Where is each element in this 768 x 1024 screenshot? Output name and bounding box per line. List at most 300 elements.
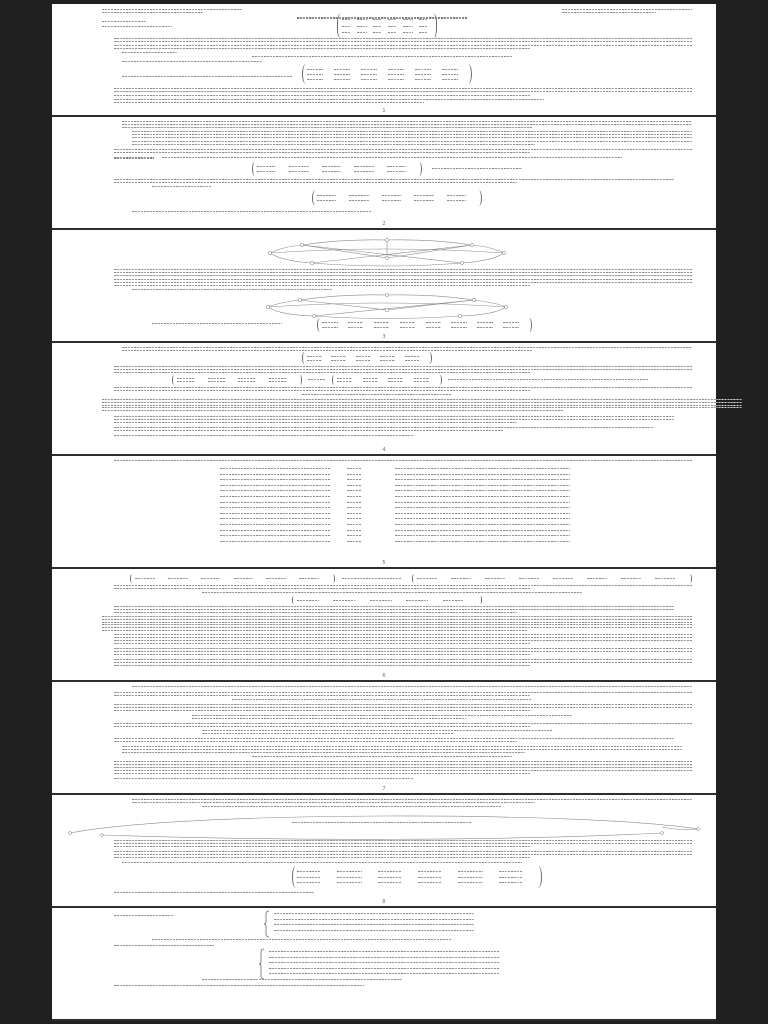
matrix-entry (257, 166, 276, 167)
text-line (202, 733, 454, 734)
page-number: 1 (382, 108, 386, 114)
matrix-entry (418, 877, 442, 878)
matrix-entry (519, 578, 539, 579)
text-line (114, 654, 530, 655)
matrix-entry (349, 200, 368, 201)
text-line (102, 410, 563, 411)
graph-node (460, 261, 463, 264)
text-line (114, 704, 692, 705)
text-line (220, 479, 330, 480)
page-number: 4 (382, 447, 386, 453)
graph-edge (268, 307, 314, 316)
text-line (114, 275, 692, 276)
document-page[interactable] (52, 569, 716, 680)
text-line (269, 962, 499, 963)
text-line (114, 892, 314, 893)
text-line (114, 854, 692, 855)
text-line (122, 752, 525, 753)
text-line (220, 507, 330, 508)
matrix-entry (415, 74, 431, 75)
text-line (114, 843, 692, 844)
text-line (152, 323, 282, 324)
text-line (132, 131, 692, 132)
matrix-entry (387, 166, 406, 167)
matrix-entry (388, 69, 404, 70)
matrix-entry (208, 381, 226, 382)
matrix (317, 318, 532, 332)
text-line (114, 692, 692, 693)
matrix-entry (403, 32, 412, 33)
matrix-entry (400, 322, 416, 323)
text-line (114, 149, 692, 150)
matrix-entry (485, 578, 505, 579)
page-number: 5 (382, 560, 386, 566)
document-page[interactable] (52, 343, 716, 454)
text-line (274, 930, 474, 931)
text-line (114, 846, 530, 847)
matrix-entry (373, 19, 382, 20)
matrix-entry (257, 171, 276, 172)
matrix-entry (447, 200, 466, 201)
text-line (114, 102, 424, 103)
brace-path (259, 949, 264, 979)
document-viewer[interactable] (52, 4, 716, 1021)
graph-node (502, 251, 505, 254)
text-line (114, 88, 692, 89)
matrix-entry (337, 381, 352, 382)
matrix-entry (307, 356, 322, 357)
matrix-entry (587, 578, 607, 579)
text-line (114, 45, 692, 46)
graph-node (101, 834, 104, 837)
matrix-entry (451, 327, 467, 328)
matrix-entry (388, 378, 403, 379)
matrix (172, 375, 302, 385)
text-line (448, 379, 648, 380)
matrix-entry (419, 19, 428, 20)
graph-edge (268, 303, 506, 307)
text-line (395, 502, 570, 503)
graph-edge (312, 245, 472, 263)
matrix-entry (348, 327, 364, 328)
matrix-entry (356, 356, 371, 357)
matrix-entry (405, 356, 420, 357)
document-page[interactable] (52, 4, 716, 115)
text-line (122, 862, 522, 863)
text-line (102, 622, 692, 623)
matrix (302, 64, 472, 84)
matrix-entry (234, 578, 254, 579)
text-line (220, 496, 330, 497)
text-line (114, 767, 692, 768)
graph-node (312, 314, 315, 317)
text-line (122, 749, 682, 750)
matrix (312, 190, 482, 206)
document-page[interactable] (52, 682, 716, 793)
matrix (252, 162, 422, 176)
document-page[interactable] (52, 230, 716, 341)
text-line (395, 535, 570, 536)
matrix-entry (269, 378, 287, 379)
text-line (192, 715, 572, 716)
matrix-entry (356, 360, 371, 361)
text-line (274, 924, 474, 925)
matrix-entry (331, 360, 346, 361)
text-line (114, 857, 530, 858)
text-line (114, 427, 654, 428)
document-page[interactable] (52, 117, 716, 228)
graph-node (298, 298, 301, 301)
matrix-entry (553, 578, 573, 579)
matrix-entry (414, 200, 433, 201)
text-line (114, 665, 530, 666)
text-line (395, 479, 570, 480)
matrix-entry (414, 195, 433, 196)
text-line (132, 211, 372, 212)
text-line (122, 121, 692, 122)
text-line (114, 648, 692, 649)
matrix-entry (451, 322, 467, 323)
text-line (114, 41, 692, 42)
text-line (114, 372, 530, 373)
text-line (269, 968, 499, 969)
matrix-entry (417, 578, 437, 579)
document-page[interactable] (52, 795, 716, 906)
text-line (302, 394, 452, 395)
matrix-entry (297, 871, 321, 872)
text-line (347, 535, 361, 536)
graph-edge (312, 263, 462, 266)
text-line (114, 662, 692, 663)
text-line (342, 578, 402, 579)
graph-nodes (266, 293, 507, 317)
matrix-entry (337, 877, 361, 878)
matrix-entry (357, 32, 366, 33)
text-line (114, 282, 692, 283)
matrix-entry (266, 578, 286, 579)
text-line (220, 502, 330, 503)
matrix-entry (349, 195, 368, 196)
graph-edge (462, 253, 504, 263)
text-line (114, 588, 530, 589)
text-line (162, 157, 622, 158)
graph-node (268, 251, 271, 254)
matrix-entry (307, 69, 323, 70)
matrix-entry (269, 381, 287, 382)
matrix-entry (307, 74, 323, 75)
matrix-entry (342, 32, 351, 33)
matrix-entry (415, 79, 431, 80)
matrix-entry (337, 378, 352, 379)
matrix-entry (499, 871, 523, 872)
text-line (220, 468, 330, 469)
text-line (114, 99, 544, 100)
text-line (114, 285, 530, 286)
matrix-entry (414, 378, 429, 379)
text-line (432, 168, 522, 169)
page-number: 7 (382, 786, 386, 792)
matrix-entry (380, 356, 395, 357)
text-line (122, 52, 177, 53)
graph-edge (300, 295, 387, 300)
graph-edge (302, 245, 462, 263)
text-line (114, 637, 692, 638)
matrix-entry (334, 79, 350, 80)
matrix-entry (363, 381, 378, 382)
text-line (114, 609, 674, 610)
text-line (114, 764, 692, 765)
matrix-entry (403, 19, 412, 20)
matrix-entry (297, 877, 321, 878)
matrix-entry (201, 578, 221, 579)
text-line (132, 137, 692, 138)
matrix-entry (419, 26, 428, 27)
text-line (114, 651, 692, 652)
graph-node (69, 832, 72, 835)
matrix-entry (342, 19, 351, 20)
text-line (114, 435, 414, 436)
graph-node (385, 238, 388, 241)
graph-node (697, 828, 700, 831)
text-line (114, 272, 692, 273)
matrix-entry (177, 381, 195, 382)
graph-edge (302, 240, 387, 245)
text-line (102, 405, 742, 406)
text-line (347, 541, 361, 542)
matrix-entry (348, 322, 364, 323)
matrix-entry (621, 578, 641, 579)
matrix-entry (331, 356, 346, 357)
matrix-entry (442, 79, 458, 80)
matrix-entry (299, 578, 319, 579)
graph-edge (314, 300, 474, 316)
text-line (192, 718, 466, 719)
text-line (395, 468, 570, 469)
matrix-entry (403, 26, 412, 27)
text-line (122, 347, 692, 348)
text-line (220, 490, 330, 491)
matrix-entry (458, 877, 482, 878)
text-line (347, 485, 361, 486)
text-line (102, 630, 527, 631)
text-line (202, 979, 402, 980)
matrix (130, 574, 335, 583)
graph-node (661, 832, 664, 835)
matrix-entry (458, 871, 482, 872)
text-line (114, 430, 503, 431)
graph-node (300, 243, 303, 246)
text-line (114, 770, 692, 771)
text-line (152, 939, 452, 940)
matrix-entry (503, 322, 519, 323)
page-number: 8 (382, 899, 386, 905)
matrix-entry (297, 600, 319, 601)
document-page[interactable] (52, 908, 716, 1019)
matrix-entry (354, 171, 373, 172)
text-line (347, 530, 361, 531)
text-line (269, 951, 499, 952)
text-line (252, 56, 512, 57)
text-line (395, 474, 570, 475)
text-line (395, 541, 570, 542)
text-line (114, 422, 517, 423)
page-number: 3 (382, 334, 386, 340)
text-line (347, 490, 361, 491)
matrix-entry (333, 600, 355, 601)
graph-node (385, 308, 388, 311)
matrix-entry (426, 322, 442, 323)
text-line (114, 279, 692, 280)
graph-node (472, 298, 475, 301)
matrix-entry (382, 200, 401, 201)
matrix-entry (361, 74, 377, 75)
matrix (292, 866, 542, 888)
matrix-entry (307, 360, 322, 361)
matrix-entry (418, 882, 442, 883)
matrix-entry (370, 600, 392, 601)
text-line (114, 91, 692, 92)
document-page[interactable] (52, 456, 716, 567)
text-line (395, 485, 570, 486)
text-line (395, 507, 570, 508)
matrix-entry (363, 378, 378, 379)
graph-edge (70, 816, 698, 833)
text-line (202, 730, 552, 731)
matrix-entry (361, 69, 377, 70)
text-line (562, 9, 692, 10)
text-line (122, 61, 262, 62)
page-number: 2 (382, 221, 386, 227)
text-line (269, 957, 499, 958)
text-line (395, 524, 570, 525)
text-line (395, 490, 570, 491)
text-line (114, 710, 530, 711)
text-line (152, 186, 212, 187)
text-line (114, 612, 517, 613)
text-line (114, 773, 530, 774)
text-line (102, 402, 742, 403)
matrix-entry (334, 69, 350, 70)
matrix-entry (322, 322, 338, 323)
text-line (102, 407, 742, 408)
matrix-entry (357, 26, 366, 27)
graph-node (266, 305, 269, 308)
graph-edge (270, 253, 312, 263)
matrix-entry (322, 171, 341, 172)
text-line (102, 12, 203, 13)
text-line (220, 524, 330, 525)
text-line (114, 390, 530, 391)
text-line (395, 513, 570, 514)
matrix-entry (458, 882, 482, 883)
matrix-entry (317, 200, 336, 201)
matrix (332, 375, 442, 385)
text-line (220, 541, 330, 542)
matrix-entry (373, 32, 382, 33)
text-line (220, 518, 330, 519)
text-line (347, 524, 361, 525)
text-line (347, 507, 361, 508)
text-line (347, 513, 361, 514)
text-line (114, 640, 692, 641)
matrix-entry (503, 327, 519, 328)
text-line (114, 761, 692, 762)
matrix-entry (442, 69, 458, 70)
text-line (114, 738, 674, 739)
matrix-entry (477, 322, 493, 323)
graph-node (470, 243, 473, 246)
text-line (347, 468, 361, 469)
graph-edge (102, 833, 662, 839)
text-line (102, 26, 172, 27)
matrix-entry (442, 74, 458, 75)
text-line (102, 399, 742, 400)
text-line (562, 12, 656, 13)
matrix (302, 352, 432, 364)
text-line (114, 366, 692, 367)
matrix-entry (334, 74, 350, 75)
text-line (202, 806, 502, 807)
text-line (395, 530, 570, 531)
matrix-entry (354, 166, 373, 167)
matrix-entry (208, 378, 226, 379)
text-line (114, 840, 692, 841)
matrix-entry (238, 381, 256, 382)
matrix-entry (374, 327, 390, 328)
text-line (274, 913, 474, 914)
text-line (347, 502, 361, 503)
text-line (122, 127, 532, 128)
text-line (132, 802, 535, 803)
matrix-entry (388, 26, 397, 27)
brace (259, 949, 265, 979)
matrix (412, 574, 692, 583)
text-line (252, 756, 512, 757)
matrix-entry (337, 882, 361, 883)
matrix-entry (337, 871, 361, 872)
matrix-entry (477, 327, 493, 328)
text-line (232, 699, 532, 700)
matrix-entry (451, 578, 471, 579)
matrix-entry (168, 578, 188, 579)
matrix-entry (378, 882, 402, 883)
text-line (122, 746, 682, 747)
text-line (114, 915, 174, 916)
matrix-entry (378, 871, 402, 872)
matrix-entry (387, 171, 406, 172)
graph-edge (300, 300, 387, 310)
matrix-entry (238, 378, 256, 379)
matrix-entry (388, 74, 404, 75)
text-line (114, 369, 692, 370)
matrix (337, 13, 437, 39)
text-line (122, 76, 292, 77)
text-line (114, 585, 692, 586)
matrix-entry (297, 882, 321, 883)
text-line (114, 179, 674, 180)
text-line (220, 535, 330, 536)
text-line (308, 379, 326, 380)
text-line (132, 141, 692, 142)
text-line (114, 419, 674, 420)
text-line (347, 479, 361, 480)
matrix (292, 596, 482, 604)
graph-diagram (252, 293, 522, 319)
text-line (114, 387, 692, 388)
matrix-entry (307, 79, 323, 80)
text-line (102, 624, 692, 625)
text-line (114, 182, 517, 183)
